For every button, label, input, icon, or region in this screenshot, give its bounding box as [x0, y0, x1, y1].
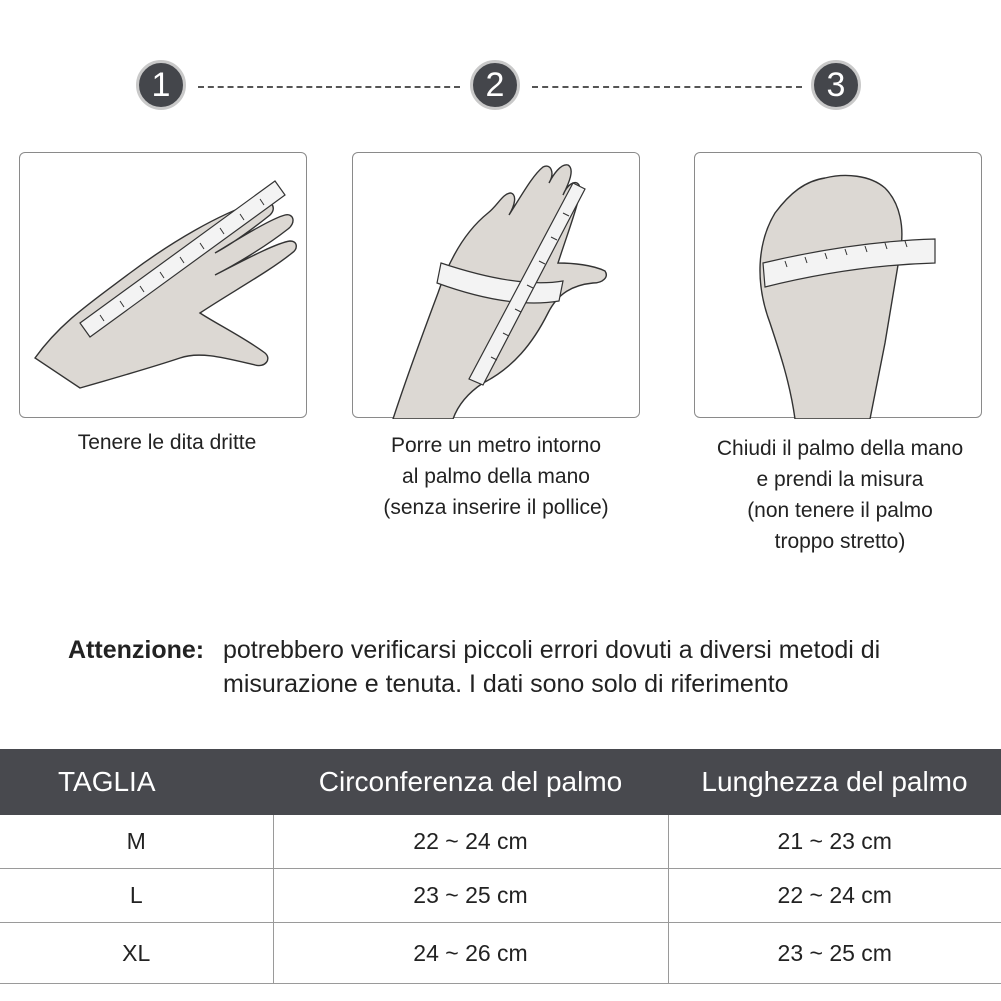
size-cell: M [0, 815, 273, 869]
attention-text [223, 633, 943, 701]
step-3-caption-line: troppo stretto) [774, 530, 906, 553]
step-1-badge: 1 [136, 60, 186, 110]
circumference-cell: 24 ~ 26 cm [273, 923, 668, 984]
step-3-caption-line: e prendi la misura [756, 468, 924, 491]
header-palm-circumference: Circonferenza del palmo [273, 749, 668, 815]
size-table [0, 749, 1001, 984]
circumference-cell: 23 ~ 25 cm [273, 869, 668, 923]
length-cell: 22 ~ 24 cm [668, 869, 1001, 923]
step-2-badge: 2 [470, 60, 520, 110]
step-1-caption-line: Tenere le dita dritte [77, 431, 257, 454]
step-2-caption-line: (senza inserire il pollice) [383, 496, 609, 519]
attention-text-line: potrebbero verificarsi piccoli errori dovuti a diversi metodi di [223, 636, 881, 664]
size-table-header [0, 749, 1001, 815]
step-2-caption-line: al palmo della mano [402, 465, 590, 488]
open-hand-tape-icon [353, 153, 641, 419]
step-2-caption [352, 430, 640, 523]
step-3-caption-line: (non tenere il palmo [747, 499, 933, 522]
step-2-illustration [352, 152, 640, 418]
table-row [0, 869, 1001, 923]
circumference-cell: 22 ~ 24 cm [273, 815, 668, 869]
length-cell: 21 ~ 23 cm [668, 815, 1001, 869]
step-1-illustration [19, 152, 307, 418]
fist-tape-icon [695, 153, 983, 419]
step-3-badge: 3 [811, 60, 861, 110]
header-palm-length: Lunghezza del palmo [668, 749, 1001, 815]
step-2-caption-line: Porre un metro intorno [390, 434, 602, 457]
table-row [0, 923, 1001, 984]
step-1-caption [19, 427, 315, 458]
size-cell: XL [0, 923, 273, 984]
table-row [0, 815, 1001, 869]
header-size: TAGLIA [0, 749, 273, 815]
size-cell: L [0, 869, 273, 923]
step-3-illustration [694, 152, 982, 418]
step-3-caption [694, 433, 986, 557]
flat-hand-icon [20, 153, 308, 419]
attention-text-line: misurazione e tenuta. I dati sono solo di riferimento [223, 670, 789, 698]
step-connector-1 [198, 86, 460, 88]
attention-label: Attenzione: [68, 636, 205, 664]
step-connector-2 [532, 86, 802, 88]
length-cell: 23 ~ 25 cm [668, 923, 1001, 984]
step-3-caption-line: Chiudi il palmo della mano [716, 437, 964, 460]
